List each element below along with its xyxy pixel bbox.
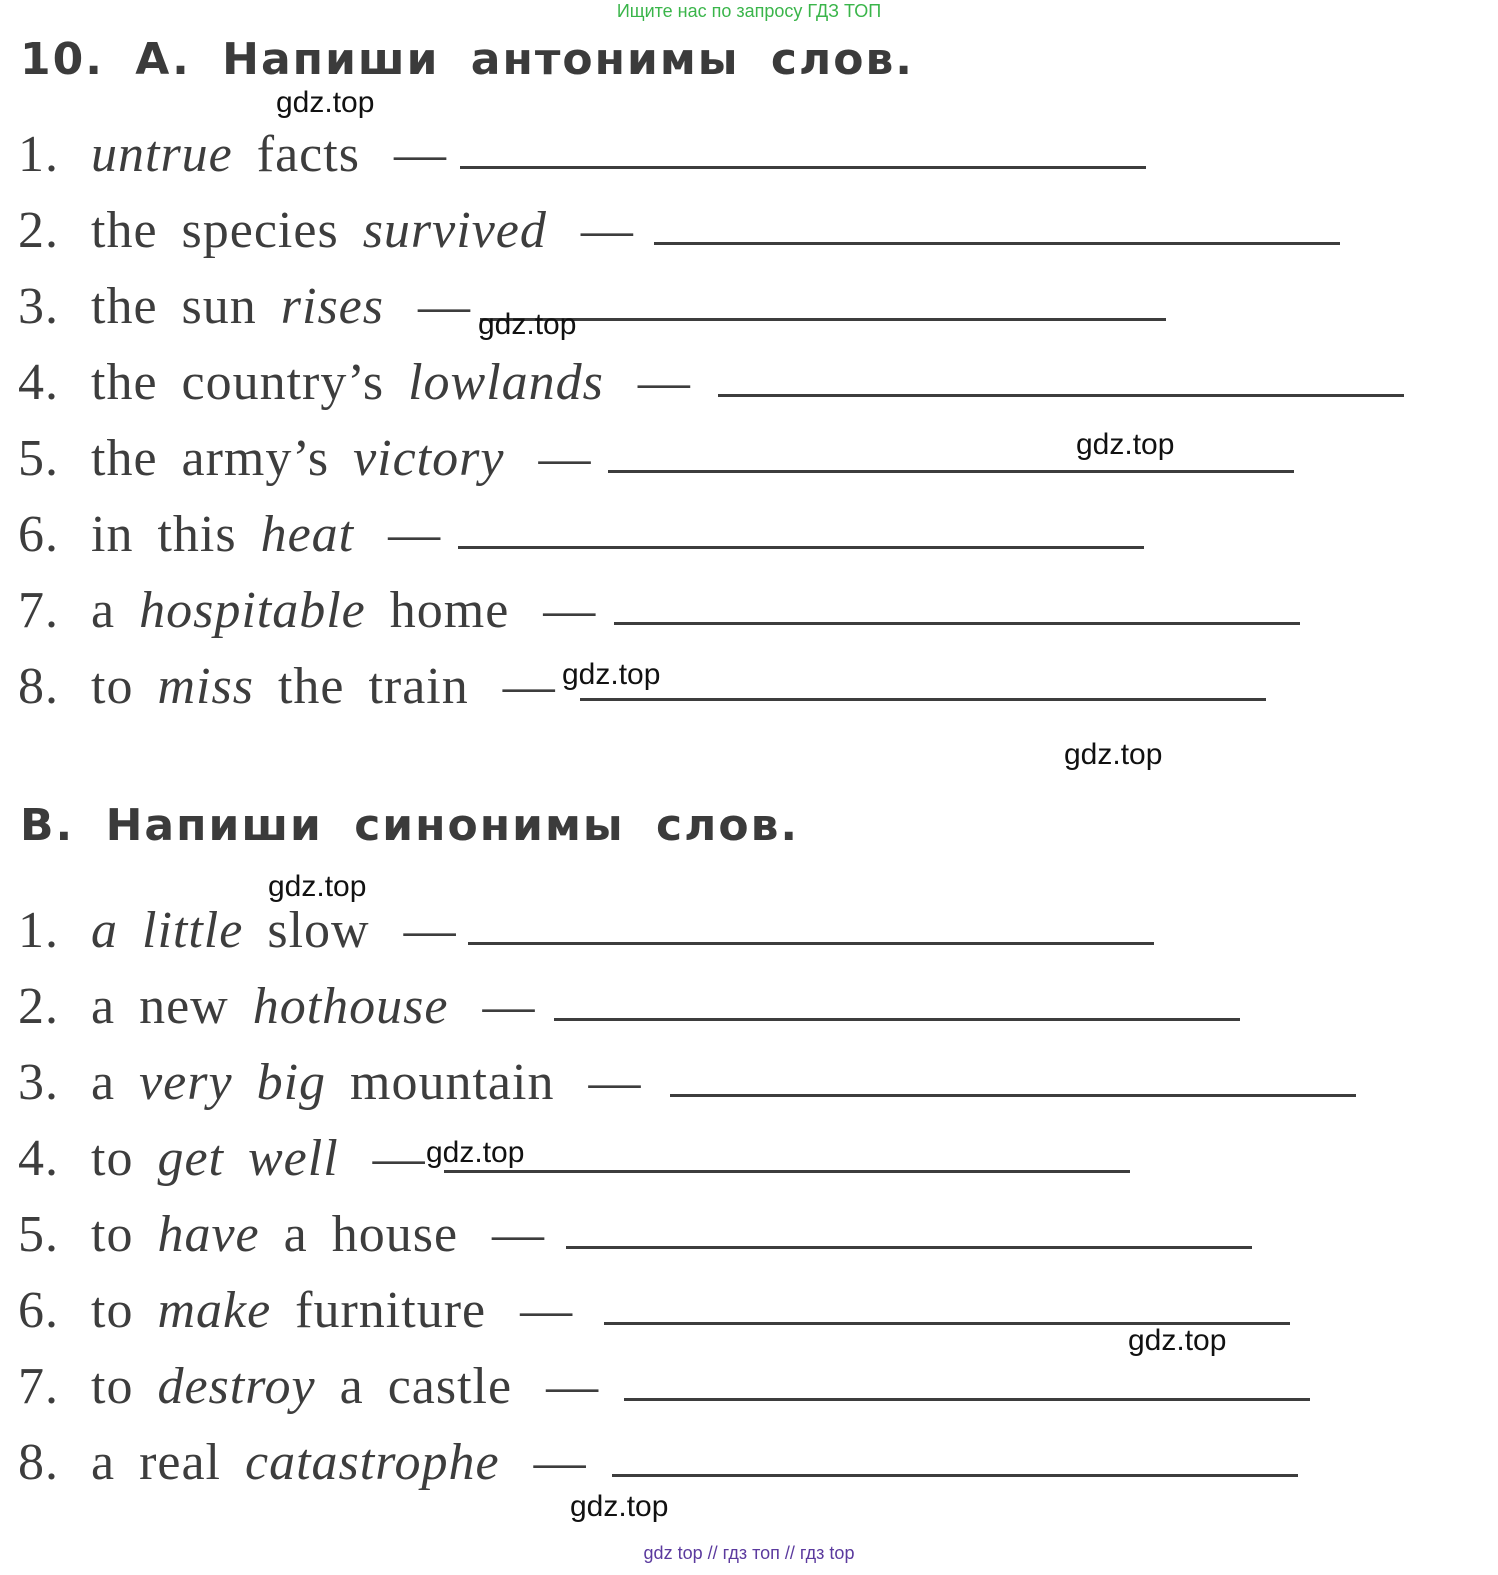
item-pre: the army’s xyxy=(91,430,330,487)
item-number: 3. xyxy=(18,278,59,335)
answer-line-a6[interactable] xyxy=(458,546,1144,549)
watermark: gdz.top xyxy=(478,308,577,341)
section-a-item-1 xyxy=(18,120,447,190)
item-keyword: get well xyxy=(157,1130,339,1187)
item-pre: to xyxy=(91,1358,134,1415)
watermark: gdz.top xyxy=(426,1136,525,1169)
item-number: 5. xyxy=(18,1206,59,1263)
section-a-heading: 10. A. Напиши антонимы слов. xyxy=(20,34,915,85)
item-number: 6. xyxy=(18,1282,59,1339)
item-pre: to xyxy=(91,1206,134,1263)
section-a-item-6 xyxy=(18,500,441,570)
item-dash: — xyxy=(403,902,457,959)
answer-line-a7[interactable] xyxy=(614,622,1300,625)
item-keyword: untrue xyxy=(91,126,233,183)
item-keyword: have xyxy=(157,1206,260,1263)
item-dash: — xyxy=(538,430,592,487)
answer-line-a8[interactable] xyxy=(580,698,1266,701)
watermark: gdz.top xyxy=(268,870,367,903)
answer-line-b3[interactable] xyxy=(670,1094,1356,1097)
item-dash: — xyxy=(388,506,442,563)
item-number: 2. xyxy=(18,202,59,259)
item-pre: a xyxy=(91,1054,116,1111)
section-b-item-7 xyxy=(18,1352,599,1422)
section-a-item-4 xyxy=(18,348,691,418)
item-dash: — xyxy=(546,1358,600,1415)
item-dash: — xyxy=(502,658,556,715)
item-number: 3. xyxy=(18,1054,59,1111)
item-dash: — xyxy=(637,354,691,411)
section-b-heading: B. Напиши синонимы слов. xyxy=(20,800,800,851)
item-post: facts xyxy=(256,126,360,183)
item-keyword: hospitable xyxy=(139,582,366,639)
item-keyword: a little xyxy=(91,902,244,959)
section-b-item-2 xyxy=(18,972,535,1042)
answer-line-b5[interactable] xyxy=(566,1246,1252,1249)
answer-line-a3[interactable] xyxy=(480,318,1166,321)
watermark: gdz.top xyxy=(1128,1324,1227,1357)
item-pre: a xyxy=(91,582,116,639)
item-number: 8. xyxy=(18,658,59,715)
item-post: home xyxy=(389,582,510,639)
item-dash: — xyxy=(520,1282,574,1339)
item-pre: the sun xyxy=(91,278,257,335)
watermark: gdz.top xyxy=(1076,428,1175,461)
answer-line-b4[interactable] xyxy=(444,1170,1130,1173)
section-b-item-4 xyxy=(18,1124,426,1194)
top-banner: Ищите нас по запросу ГДЗ ТОП xyxy=(616,1,882,21)
item-number: 2. xyxy=(18,978,59,1035)
item-pre: to xyxy=(91,1130,134,1187)
section-b-item-5 xyxy=(18,1200,545,1270)
section-b-item-6 xyxy=(18,1276,573,1346)
item-keyword: catastrophe xyxy=(245,1434,500,1491)
item-pre: a real xyxy=(91,1434,222,1491)
item-keyword: miss xyxy=(157,658,254,715)
item-keyword: hothouse xyxy=(252,978,449,1035)
item-keyword: very big xyxy=(139,1054,327,1111)
watermark: gdz.top xyxy=(276,86,375,119)
bottom-banner: gdz top // гдз топ // гдз top xyxy=(643,1543,855,1563)
section-b-item-8 xyxy=(18,1428,587,1498)
answer-line-a4[interactable] xyxy=(718,394,1404,397)
item-number: 1. xyxy=(18,902,59,959)
item-pre: the species xyxy=(91,202,339,259)
section-a-item-8 xyxy=(18,652,556,722)
item-pre: to xyxy=(91,658,134,715)
item-keyword: rises xyxy=(280,278,385,335)
item-dash: — xyxy=(482,978,536,1035)
item-number: 7. xyxy=(18,1358,59,1415)
item-keyword: heat xyxy=(260,506,355,563)
watermark: gdz.top xyxy=(570,1490,669,1523)
item-number: 6. xyxy=(18,506,59,563)
item-number: 1. xyxy=(18,126,59,183)
item-dash: — xyxy=(418,278,472,335)
item-number: 5. xyxy=(18,430,59,487)
item-keyword: victory xyxy=(353,430,505,487)
item-post: a house xyxy=(283,1206,459,1263)
item-dash: — xyxy=(588,1054,642,1111)
item-number: 7. xyxy=(18,582,59,639)
section-a-item-7 xyxy=(18,576,596,646)
answer-line-b2[interactable] xyxy=(554,1018,1240,1021)
item-dash: — xyxy=(543,582,597,639)
item-dash: — xyxy=(533,1434,587,1491)
item-post: the train xyxy=(277,658,469,715)
answer-line-b1[interactable] xyxy=(468,942,1154,945)
watermark: gdz.top xyxy=(1064,738,1163,771)
item-post: slow xyxy=(267,902,370,959)
item-pre: the country’s xyxy=(91,354,385,411)
item-post: mountain xyxy=(350,1054,555,1111)
item-keyword: make xyxy=(157,1282,272,1339)
answer-line-b7[interactable] xyxy=(624,1398,1310,1401)
item-pre: in this xyxy=(91,506,237,563)
item-dash: — xyxy=(393,126,447,183)
section-b-item-3 xyxy=(18,1048,641,1118)
section-a-item-5 xyxy=(18,424,591,494)
section-a-item-3 xyxy=(18,272,471,342)
item-keyword: destroy xyxy=(157,1358,316,1415)
item-dash: — xyxy=(580,202,634,259)
item-number: 8. xyxy=(18,1434,59,1491)
answer-line-a1[interactable] xyxy=(460,166,1146,169)
item-pre: a new xyxy=(91,978,229,1035)
item-post: furniture xyxy=(295,1282,487,1339)
answer-line-a2[interactable] xyxy=(654,242,1340,245)
section-b-item-1 xyxy=(18,896,457,966)
item-pre: to xyxy=(91,1282,134,1339)
answer-line-b8[interactable] xyxy=(612,1474,1298,1477)
item-keyword: lowlands xyxy=(408,354,604,411)
item-dash: — xyxy=(492,1206,546,1263)
item-keyword: survived xyxy=(362,202,547,259)
item-number: 4. xyxy=(18,354,59,411)
answer-line-a5[interactable] xyxy=(608,470,1294,473)
item-number: 4. xyxy=(18,1130,59,1187)
section-a-item-2 xyxy=(18,196,634,266)
item-dash: — xyxy=(372,1130,426,1187)
watermark: gdz.top xyxy=(562,658,661,691)
item-post: a castle xyxy=(339,1358,513,1415)
